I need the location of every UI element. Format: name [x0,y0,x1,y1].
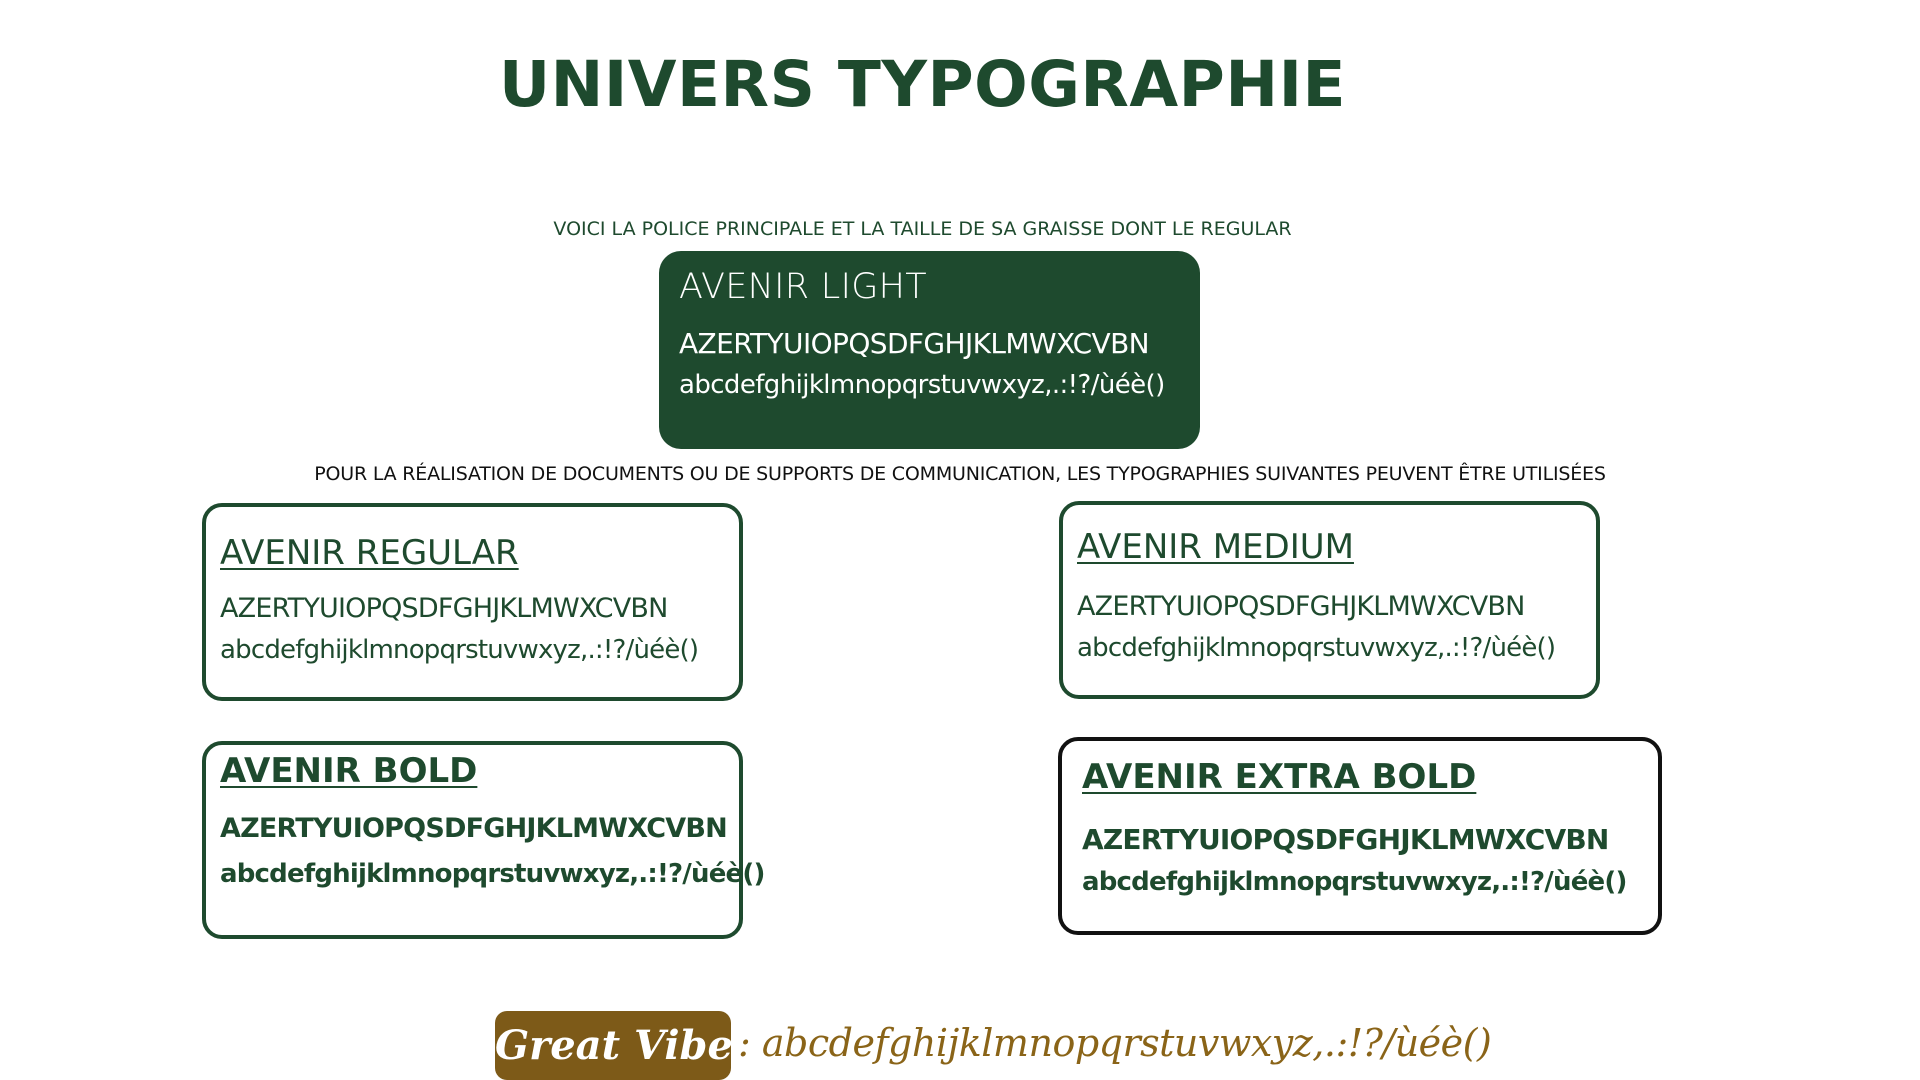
uppercase-sample-extra-bold: AZERTYUIOPQSDFGHJKLMWXCVBN [1082,823,1609,856]
main-font-lowercase-sample: abcdefghijklmnopqrstuvwxyz,.:!?/ùéè() [679,370,1165,400]
uppercase-sample-bold: AZERTYUIOPQSDFGHJKLMWXCVBN [220,813,727,844]
uppercase-sample-regular: AZERTYUIOPQSDFGHJKLMWXCVBN [220,593,668,624]
main-font-uppercase-sample: AZERTYUIOPQSDFGHJKLMWXCVBN [679,327,1150,360]
main-font-card [659,251,1200,449]
uppercase-sample-medium: AZERTYUIOPQSDFGHJKLMWXCVBN [1077,591,1525,622]
script-font-sample: : abcdefghijklmnopqrstuvwxyz,.:!?/ùéè() [738,1021,1492,1065]
font-name-regular: AVENIR REGULAR [220,533,519,573]
lowercase-sample-medium: abcdefghijklmnopqrstuvwxyz,.:!?/ùéè() [1077,633,1556,663]
page-title: UNIVERS TYPOGRAPHIE [498,48,1347,121]
lowercase-sample-bold: abcdefghijklmnopqrstuvwxyz,.:!?/ùéè() [220,859,765,889]
font-card-medium [1059,501,1600,699]
font-card-regular [202,503,743,701]
lowercase-sample-extra-bold: abcdefghijklmnopqrstuvwxyz,.:!?/ùéè() [1082,867,1627,897]
intro-text: VOICI LA POLICE PRINCIPALE ET LA TAILLE DE SA GRAISSE DONT LE REGULAR [553,218,1292,240]
font-name-bold: AVENIR BOLD [220,751,478,791]
font-card-bold [202,741,765,939]
font-name-medium: AVENIR MEDIUM [1077,527,1354,567]
usage-note: POUR LA RÉALISATION DE DOCUMENTS OU DE SUPPORTS DE COMMUNICATION, LES TYPOGRAPHIES SUIVANTES PEUVENT ÊTRE UTILISÉES [314,463,1606,485]
font-card-extra-bold [1058,737,1662,935]
font-name-extra-bold: AVENIR EXTRA BOLD [1082,757,1477,797]
script-font-name-badge: Great Vibes [495,1011,731,1080]
main-font-name: AVENIR LIGHT [679,267,927,307]
lowercase-sample-regular: abcdefghijklmnopqrstuvwxyz,.:!?/ùéè() [220,635,699,665]
